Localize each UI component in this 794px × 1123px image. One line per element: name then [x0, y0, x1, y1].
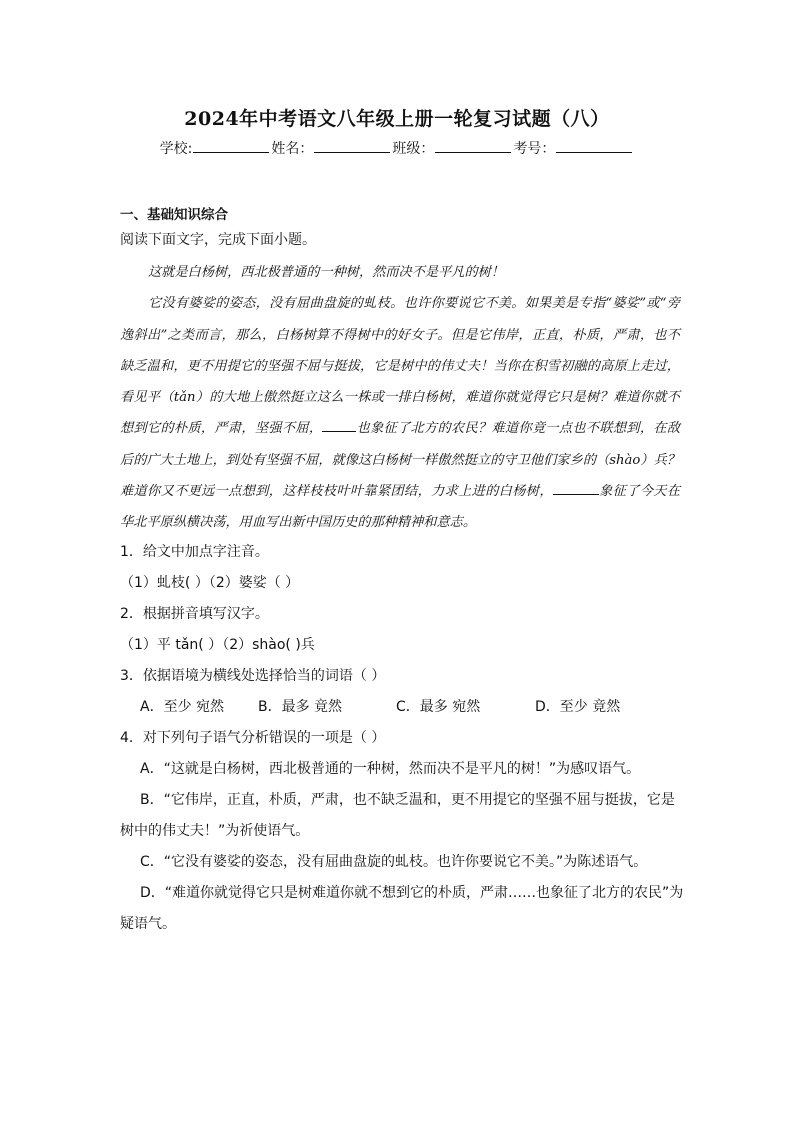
q3-option-c[interactable]: C．最多 宛然	[396, 699, 481, 715]
fill-blank-2[interactable]	[553, 482, 599, 495]
q4-option-d[interactable]: D．“难道你就觉得它只是树难道你就不想到它的朴质，严肃……也象征了北方的农民”为	[140, 885, 684, 901]
q3-option-b[interactable]: B．最多 竟然	[258, 699, 343, 715]
reading-passage	[120, 257, 680, 539]
passage-text-a: 它没有婆娑的姿态，没有屈曲盘旋的虬枝。也许你要说它不美。如果美是专指“婆娑”或“旁逸斜出”之类而言，那么，白杨树算不得树中的好女子。但是它伟岸，正直，朴质，严肃，也不缺乏温和，更不用提它的坚强不屈与挺拔，它是树中的伟丈夫！当你在积雪初融的高原上走过，看见平（tǎn）的大地上傲然挺立这么一株或一排白杨树，难道你就觉得它只是树？难道你就不想到它的朴质，严肃，坚强不屈，	[120, 296, 680, 437]
fill-blank-1[interactable]	[322, 419, 356, 432]
number-blank[interactable]	[556, 140, 632, 153]
question-4-stem: 4．对下列句子语气分析错误的一项是（ ）	[120, 730, 386, 746]
passage-text-c: 象征了今天在华北平原纵横决荡，用血写出新中国历史的那种精神和意志。	[120, 484, 681, 531]
question-3-stem: 3．依据语境为横线处选择恰当的词语（ ）	[120, 668, 386, 684]
question-2-answer-line: （1）平 tǎn( ）（2）shào( )兵	[120, 637, 315, 653]
passage-text-b: 也象征了北方的农民？难道你竟一点也不联想到，在敌后的广大土地上，到处有坚强不屈，就像这白杨树一样傲然挺立的守卫他们家乡的（shào）兵？难道你又不更远一点想到，这样枝枝叶叶靠紧团结，力求上进的白杨树，	[120, 421, 681, 500]
q4-option-d-cont: 疑语气。	[120, 916, 176, 932]
name-blank[interactable]	[314, 140, 390, 153]
passage-paragraph-1: 这就是白杨树，西北极普通的一种树，然而决不是平凡的树！	[148, 265, 505, 280]
question-1-answer-line: （1）虬枝( ）（2）婆娑（ ）	[120, 575, 300, 591]
q4-option-b[interactable]: B．“它伟岸，正直，朴质，严肃，也不缺乏温和，更不用提它的坚强不屈与挺拔，它是	[140, 792, 675, 808]
question-1-stem: 1．给文中加点字注音。	[120, 544, 269, 560]
section-heading: 一、基础知识综合	[120, 207, 228, 223]
school-label: 学校:	[159, 141, 193, 157]
school-blank[interactable]	[193, 140, 269, 153]
q4-option-a[interactable]: A．“这就是白杨树，西北极普通的一种树，然而决不是平凡的树！”为感叹语气。	[140, 761, 641, 777]
name-label: 姓名：	[271, 141, 314, 157]
page-title: 2024年中考语文八年级上册一轮复习试题（八）	[184, 108, 610, 130]
passage-paragraph-2	[120, 288, 680, 538]
q3-option-d[interactable]: D．至少 竟然	[535, 699, 621, 715]
number-label: 考号：	[513, 141, 556, 157]
student-info-line	[0, 138, 794, 158]
q4-option-b-cont: 树中的伟丈夫！”为祈使语气。	[120, 823, 310, 839]
class-label: 班级：	[392, 141, 435, 157]
question-2-stem: 2．根据拼音填写汉字。	[120, 606, 269, 622]
class-blank[interactable]	[435, 140, 511, 153]
instruction-text: 阅读下面文字，完成下面小题。	[120, 232, 316, 248]
q3-option-a[interactable]: A．至少 宛然	[140, 699, 225, 715]
q4-option-c[interactable]: C．“它没有婆娑的姿态，没有屈曲盘旋的虬枝。也许你要说它不美。”为陈述语气。	[140, 854, 648, 870]
